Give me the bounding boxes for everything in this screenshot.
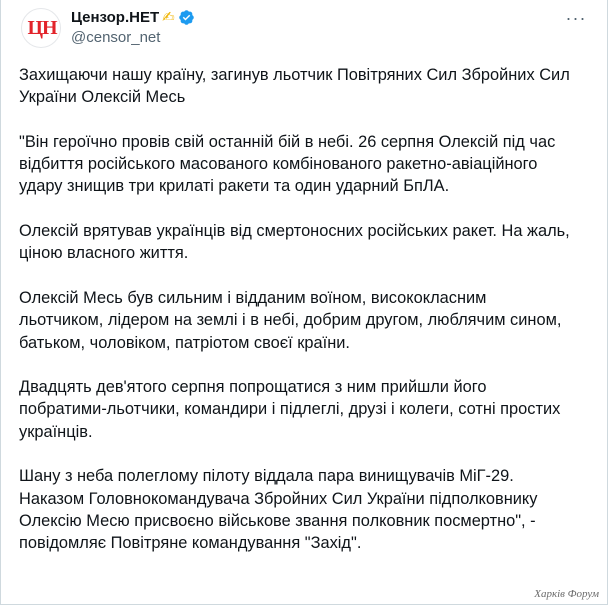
tweet-text <box>19 64 591 577</box>
tweet-paragraph: Олексій врятував українців від смертоносних російських ракет. На жаль, ціною власного життя. <box>19 222 570 263</box>
more-horizontal-icon: ··· <box>565 7 587 28</box>
author-handle[interactable]: @censor_net <box>71 29 161 46</box>
more-options-button[interactable] <box>563 8 589 28</box>
verified-badge-icon <box>178 9 195 26</box>
tweet-paragraph: Захищаючи нашу країну, загинув льотчик Повітряних Сил Збройних Сил України Олексій Месь <box>19 66 570 107</box>
author-display-name[interactable]: Цензор.НЕТ <box>71 8 160 26</box>
tweet-header <box>19 6 591 50</box>
tweet-paragraph: Двадцять дев'ятого серпня попрощатися з ним прийшли його побратими-льотчики, командири і підлеглі, друзі і колеги, сотні простих українців. <box>19 378 561 441</box>
tweet-paragraph: "Він героїчно провів свій останній бій в небі. 26 серпня Олексій під час відбиття російського масованого комбінованого ракетно-авіаційного удару знищив три крилаті ракети та один ударний БпЛА. <box>19 132 556 196</box>
tweet-paragraph: Олексій Месь був сильним і відданим воїном, висококласним льотчиком, лідером на землі і в небі, добрим другом, люблячим сином, батьком, чоловіком, патріотом своєї країни. <box>19 288 562 352</box>
forum-watermark: Харків Форум <box>534 588 599 600</box>
author-name-row[interactable] <box>71 7 195 27</box>
avatar[interactable] <box>21 8 61 48</box>
avatar-logo: ЦН <box>27 17 57 39</box>
writing-hand-icon: ✍ <box>162 9 175 26</box>
tweet-paragraph: Шану з неба полеглому пілоту віддала пара винищувачів МіГ-29. Наказом Головнокомандувача Збройних Сил України підполковнику Олексію Месю присвоєно військове звання полковник посмертно", - повідомляє Повітряне командування "Захід". <box>19 467 538 553</box>
